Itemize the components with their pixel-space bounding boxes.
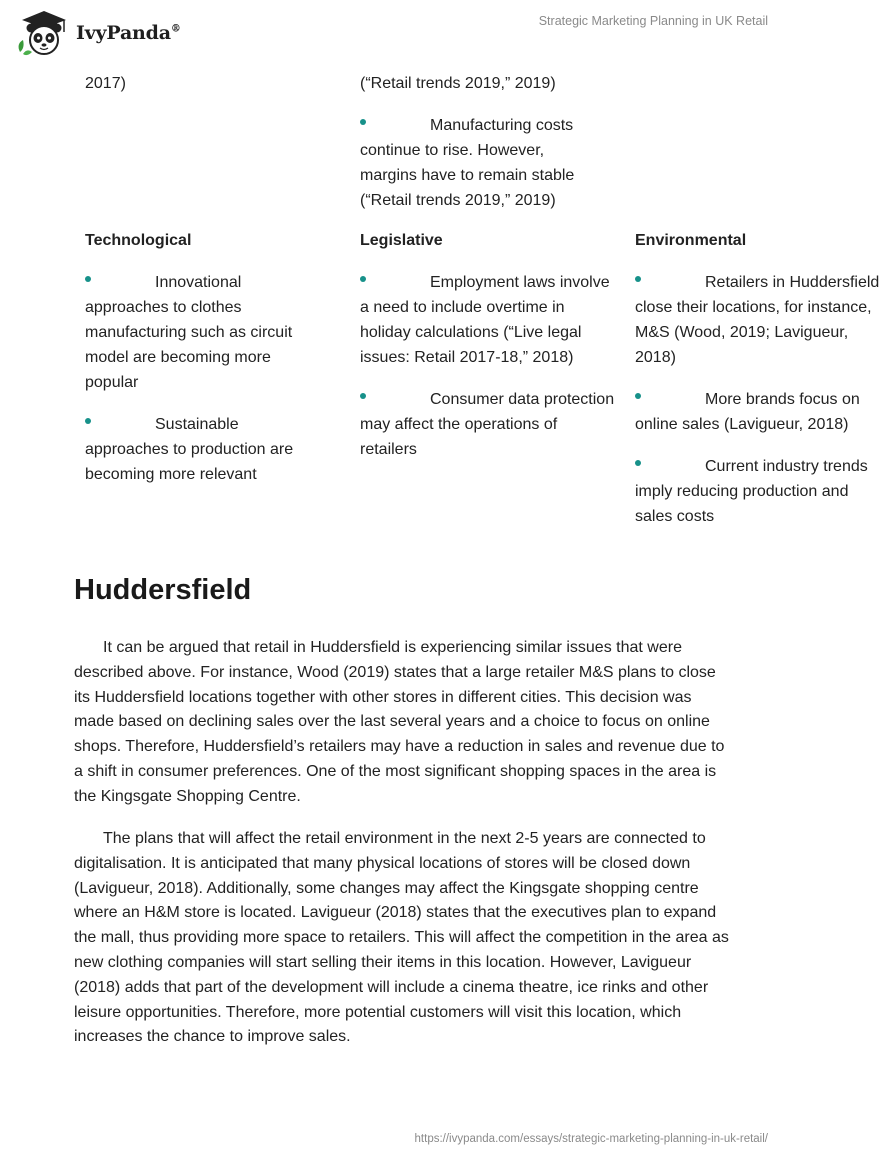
- body-paragraph: The plans that will affect the retail environment in the next 2-5 years are connected to digitalisation. It is anticipated that many physical locations of stores will be closed down (Lavigueur, 2018). Additionally, some changes may affect the Kingsgate shopping centre where an H&M store is located. Lavigueur (2018) states that the executives plan to expand the mall, thus providing more space to retailers. This will affect the competition in the area as new clothing companies will start selling their items in this location. However, Lavigueur (2018) adds that part of the development will include a cinema theatre, ice rinks and other leisure opportunities. Therefore, more potential customers will visit this location, which increases the chance to improve sales.: [74, 830, 729, 1046]
- bullet-icon: [635, 460, 641, 466]
- column-heading-technological: Technological: [85, 232, 192, 249]
- bullet-icon: [360, 119, 366, 125]
- pest-analysis-table: [0, 0, 880, 560]
- section-heading: Huddersfield: [74, 574, 252, 606]
- table-cell-legislative: [360, 270, 618, 462]
- list-item: Manufacturing costs continue to rise. However, margins have to remain stable (“Retail trends 2019,” 2019): [360, 117, 575, 209]
- bullet-icon: [635, 276, 641, 282]
- table-cell-environmental: [635, 270, 885, 529]
- list-item: Employment laws involve a need to include overtime in holiday calculations (“Live legal issues: Retail 2017-18,” 2018): [360, 274, 610, 366]
- column-heading-legislative: Legislative: [360, 232, 443, 249]
- bullet-icon: [85, 276, 91, 282]
- body-paragraph: It can be argued that retail in Huddersfield is experiencing similar issues that were described above. For instance, Wood (2019) states that a large retailer M&S plans to close its Huddersfield locations together with other stores in different cities. This decision was made based on declining sales over the last several years and a choice to focus on online shops. Therefore, Huddersfield’s retailers may have a reduction in sales and revenue due to a shift in consumer preferences. One of the most significant shopping spaces in the area is the Kingsgate Shopping Centre.: [74, 639, 725, 805]
- list-item: Retailers in Huddersfield close their locations, for instance, M&S (Wood, 2019; Lavigueur, 2018): [635, 274, 880, 366]
- column-heading-environmental: Environmental: [635, 232, 747, 249]
- list-item: More brands focus on online sales (Lavigueur, 2018): [635, 391, 860, 433]
- list-item: Current industry trends imply reducing production and sales costs: [635, 458, 868, 525]
- list-item: Sustainable approaches to production are becoming more relevant: [85, 416, 294, 483]
- document-title: Strategic Marketing Planning in UK Retail: [538, 14, 768, 28]
- bullet-icon: [635, 393, 641, 399]
- table-cell-continuation-2: (“Retail trends 2019,” 2019) Manufacturing costs continue to rise. However, margins have to remain stable (“Retail trends 2019,” 2019): [360, 71, 605, 213]
- bullet-icon: [360, 276, 366, 282]
- table-cell-technological: [85, 270, 325, 487]
- brand-name: IvyPanda®: [76, 22, 181, 44]
- list-item: Innovational approaches to clothes manufacturing such as circuit model are becoming more popular: [85, 274, 293, 391]
- bullet-icon: [85, 418, 91, 424]
- source-url-link[interactable]: https://ivypanda.com/essays/strategic-marketing-planning-in-uk-retail/: [414, 1133, 768, 1145]
- table-cell-continuation-1: 2017): [85, 75, 126, 92]
- list-item: Consumer data protection may affect the operations of retailers: [360, 391, 615, 458]
- bullet-icon: [360, 393, 366, 399]
